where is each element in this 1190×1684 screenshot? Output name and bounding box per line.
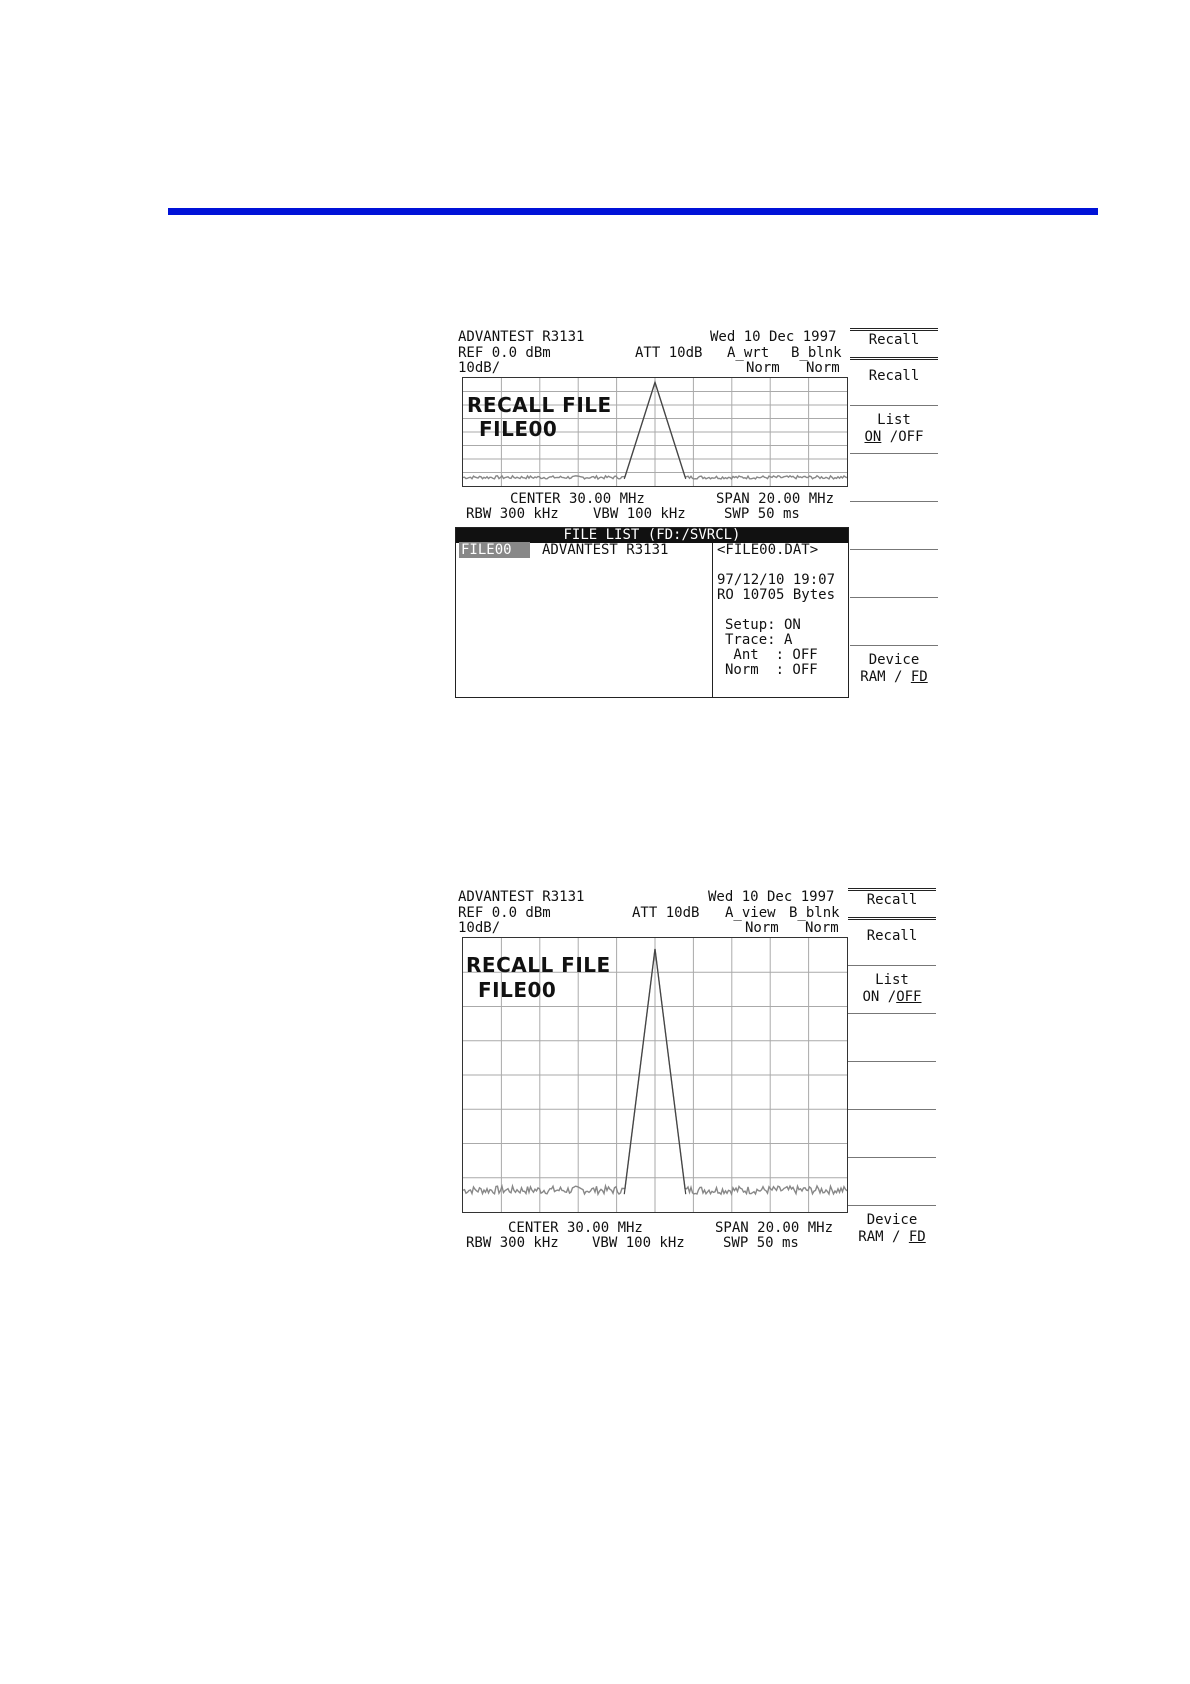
blank-softkey-4[interactable] xyxy=(850,597,938,646)
detail-size: RO 10705 Bytes xyxy=(717,587,836,603)
recall-softkey[interactable]: Recall xyxy=(868,368,920,384)
blank-softkey-1[interactable] xyxy=(850,453,938,502)
analyzer-screen-list-on xyxy=(450,328,942,698)
scale-label: 10dB/ xyxy=(458,360,501,376)
file-list-item-file00[interactable] xyxy=(459,543,530,558)
attenuation: ATT 10dB xyxy=(635,345,703,361)
file-description: ADVANTEST R3131 xyxy=(542,542,669,558)
list-off-option: OFF xyxy=(896,989,922,1005)
list-softkey-state xyxy=(848,989,936,1006)
detail-trace: Trace: A xyxy=(725,632,793,648)
device-softkey-state xyxy=(850,669,938,686)
recall-file-title: RECALL FILE xyxy=(466,953,611,977)
center-freq: CENTER 30.00 MHz xyxy=(508,1220,643,1236)
blank-softkey-3[interactable] xyxy=(848,1109,936,1158)
recall-softkey[interactable]: Recall xyxy=(866,928,918,944)
blank-softkey-2[interactable] xyxy=(848,1061,936,1110)
list-softkey-label: List xyxy=(877,412,911,428)
device-softkey-label: Device xyxy=(868,652,920,668)
recall-file-name: FILE00 xyxy=(478,978,557,1002)
span-freq: SPAN 20.00 MHz xyxy=(715,1220,834,1236)
list-on-option: ON xyxy=(864,429,882,445)
date-label: Wed 10 Dec 1997 xyxy=(710,329,837,345)
trace-a-mode: A_wrt xyxy=(727,345,770,361)
ref-level: REF 0.0 dBm xyxy=(458,345,551,361)
device-softkey-state xyxy=(848,1229,936,1246)
rbw: RBW 300 kHz xyxy=(466,1235,559,1251)
span-freq: SPAN 20.00 MHz xyxy=(716,491,835,507)
sweep-time: SWP 50 ms xyxy=(723,1235,799,1251)
file-list-header: FILE LIST (FD:/SVRCL) xyxy=(456,528,848,543)
detail-norm: Norm : OFF xyxy=(725,662,818,678)
list-softkey-label: List xyxy=(875,972,909,988)
file-list-divider xyxy=(712,543,713,697)
ref-level: REF 0.0 dBm xyxy=(458,905,551,921)
header-rule xyxy=(168,208,1098,215)
detail-datetime: 97/12/10 19:07 xyxy=(717,572,836,588)
vbw: VBW 100 kHz xyxy=(592,1235,685,1251)
blank-softkey-1[interactable] xyxy=(848,1013,936,1062)
softkey-menu-title: Recall xyxy=(848,888,936,920)
trace-b-mode: B_blnk xyxy=(789,905,840,921)
blank-softkey-4[interactable] xyxy=(848,1157,936,1206)
recall-file-title: RECALL FILE xyxy=(467,393,612,417)
detail-ant: Ant : OFF xyxy=(725,647,818,663)
list-softkey-state xyxy=(850,429,938,446)
list-softkey[interactable] xyxy=(848,965,936,1013)
attenuation: ATT 10dB xyxy=(632,905,700,921)
analyzer-screen-list-off xyxy=(450,888,942,1258)
list-off-option: /OFF xyxy=(889,429,924,445)
model-label: ADVANTEST R3131 xyxy=(458,889,585,905)
sweep-time: SWP 50 ms xyxy=(724,506,800,522)
norm-b: Norm xyxy=(806,360,840,376)
device-fd-option: FD xyxy=(910,669,928,685)
rbw: RBW 300 kHz xyxy=(466,506,559,522)
blank-softkey-3[interactable] xyxy=(850,549,938,598)
detail-filename: <FILE00.DAT> xyxy=(717,542,819,558)
scale-label: 10dB/ xyxy=(458,920,501,936)
norm-a: Norm xyxy=(746,360,780,376)
softkey-menu-title: Recall xyxy=(850,328,938,360)
device-softkey[interactable] xyxy=(848,1205,936,1255)
list-on-option: ON / xyxy=(862,989,897,1005)
device-ram-option: RAM / xyxy=(858,1229,901,1245)
device-fd-option: FD xyxy=(908,1229,926,1245)
selected-file[interactable]: FILE00 xyxy=(459,542,530,558)
center-freq: CENTER 30.00 MHz xyxy=(510,491,645,507)
blank-softkey-2[interactable] xyxy=(850,501,938,550)
trace-a-mode: A_view xyxy=(725,905,776,921)
list-softkey[interactable] xyxy=(850,405,938,453)
norm-b: Norm xyxy=(805,920,839,936)
trace-b-mode: B_blnk xyxy=(791,345,842,361)
norm-a: Norm xyxy=(745,920,779,936)
device-softkey-label: Device xyxy=(866,1212,918,1228)
vbw: VBW 100 kHz xyxy=(593,506,686,522)
date-label: Wed 10 Dec 1997 xyxy=(708,889,835,905)
device-ram-option: RAM / xyxy=(860,669,903,685)
file-list-panel xyxy=(455,527,849,698)
recall-file-name: FILE00 xyxy=(479,417,558,441)
softkey-panel xyxy=(848,888,940,1258)
device-softkey[interactable] xyxy=(850,645,938,695)
softkey-panel xyxy=(850,328,942,698)
model-label: ADVANTEST R3131 xyxy=(458,329,585,345)
detail-setup: Setup: ON xyxy=(725,617,801,633)
